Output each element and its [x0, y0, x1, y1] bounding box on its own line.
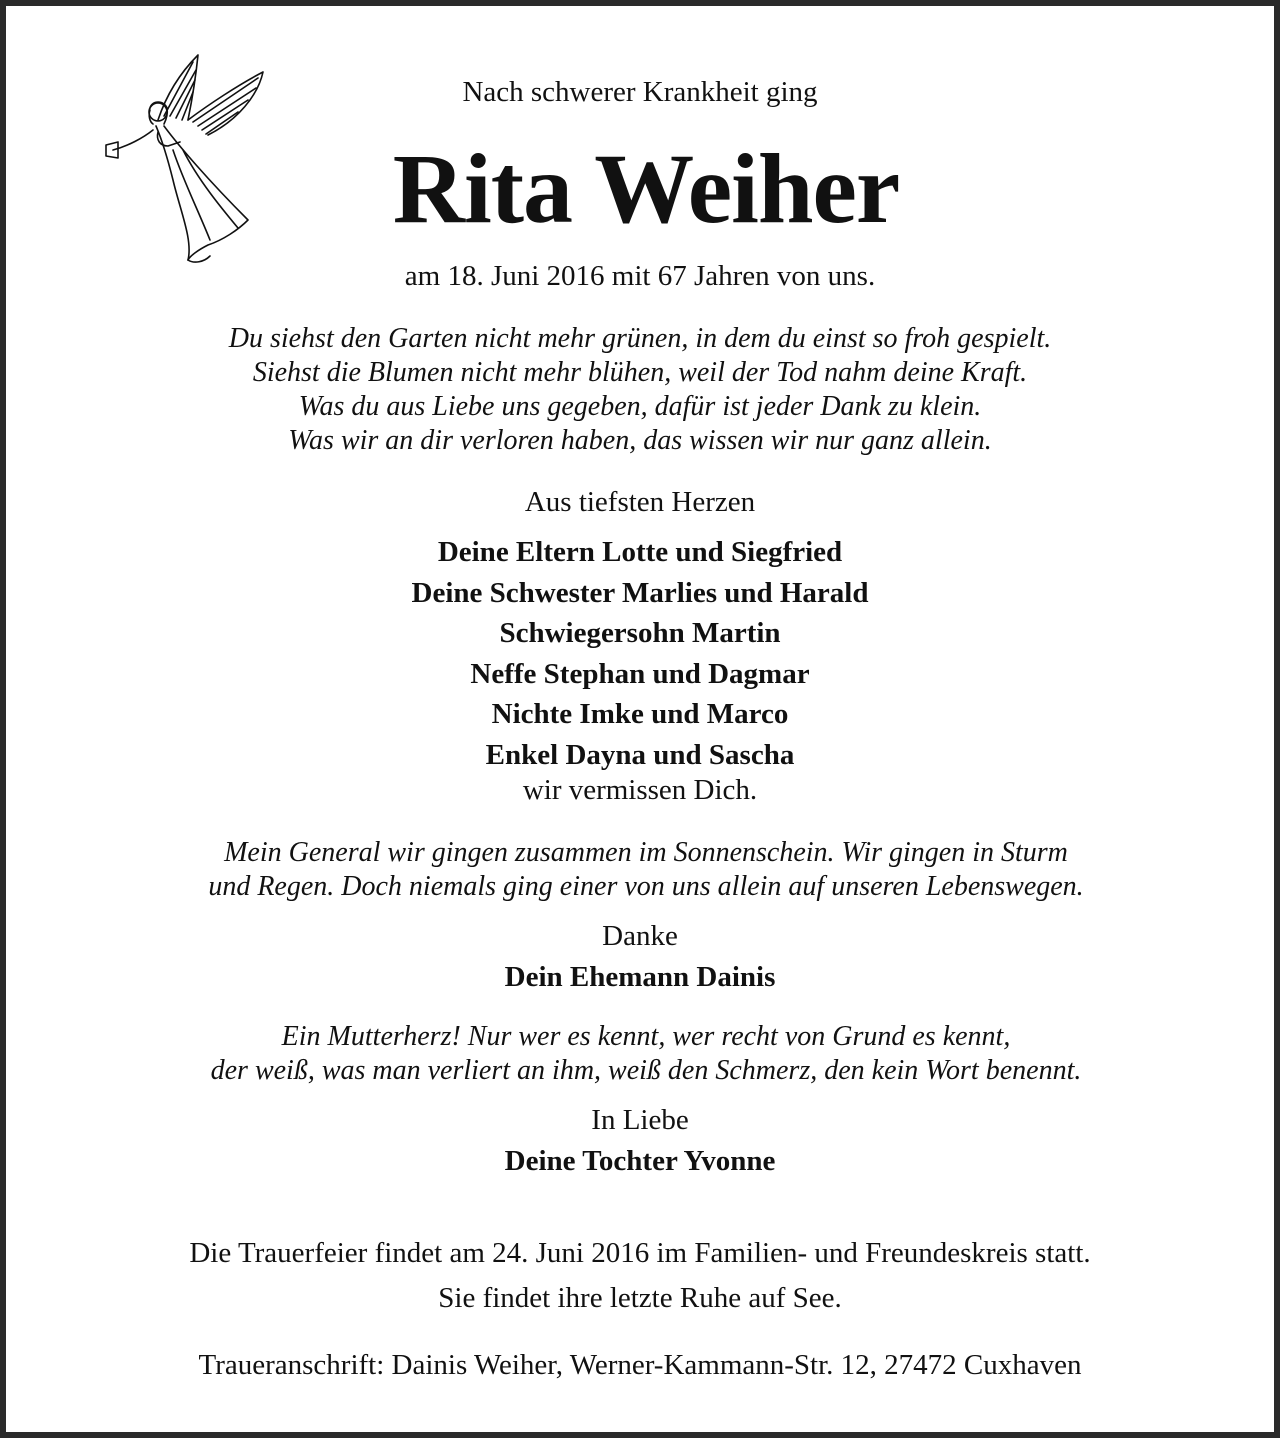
- date-line: am 18. Juni 2016 mit 67 Jahren von uns.: [404, 260, 876, 292]
- family-member: Nichte Imke und Marco: [491, 698, 789, 730]
- family-member: Schwiegersohn Martin: [499, 617, 781, 649]
- poem-first: [6, 322, 1274, 458]
- miss-you-text: wir vermissen Dich.: [522, 774, 758, 806]
- funeral-info: Die Trauerfeier findet am 24. Juni 2016 im Familien- und Freundeskreis statt.: [189, 1237, 1091, 1269]
- deceased-name: Rita Weiher: [392, 133, 900, 244]
- mourning-address: Traueranschrift: Dainis Weiher, Werner-Kammann-Str. 12, 27472 Cuxhaven: [198, 1349, 1082, 1381]
- poem-second: [6, 836, 1280, 904]
- poem-third: [6, 1020, 1280, 1088]
- in-love-text: In Liebe: [591, 1104, 689, 1136]
- burial-info: Sie findet ihre letzte Ruhe auf See.: [438, 1282, 842, 1314]
- poem-line: Ein Mutterherz! Nur wer es kennt, wer recht von Grund es kennt,: [281, 1021, 1011, 1052]
- family-list: [6, 532, 1274, 775]
- poem-line: Was wir an dir verloren haben, das wissen wir nur ganz allein.: [288, 425, 992, 456]
- family-member: Enkel Dayna und Sascha: [485, 738, 795, 771]
- intro-text: Nach schwerer Krankheit ging: [462, 76, 818, 108]
- poem-line: Du siehst den Garten nicht mehr grünen, in dem du einst so froh gespielt.: [228, 323, 1052, 354]
- poem-line: der weiß, was man verliert an ihm, weiß den Schmerz, den kein Wort benennt.: [210, 1055, 1082, 1086]
- thanks-text: Danke: [602, 920, 678, 952]
- from-heart-text: Aus tiefsten Herzen: [524, 486, 756, 518]
- poem-line: und Regen. Doch niemals ging einer von uns allein auf unseren Lebenswegen.: [208, 871, 1084, 902]
- family-member: Deine Eltern Lotte und Siegfried: [437, 536, 843, 568]
- poem-line: Siehst die Blumen nicht mehr blühen, weil der Tod nahm deine Kraft.: [252, 357, 1028, 388]
- husband-signature: Dein Ehemann Dainis: [504, 961, 776, 993]
- poem-line: Mein General wir gingen zusammen im Sonnenschein. Wir gingen in Sturm: [224, 837, 1068, 868]
- poem-line: Was du aus Liebe uns gegeben, dafür ist jeder Dank zu klein.: [298, 391, 982, 422]
- family-member: Deine Schwester Marlies und Harald: [411, 576, 869, 609]
- daughter-signature: Deine Tochter Yvonne: [504, 1145, 776, 1177]
- family-member: Neffe Stephan und Dagmar: [470, 657, 810, 690]
